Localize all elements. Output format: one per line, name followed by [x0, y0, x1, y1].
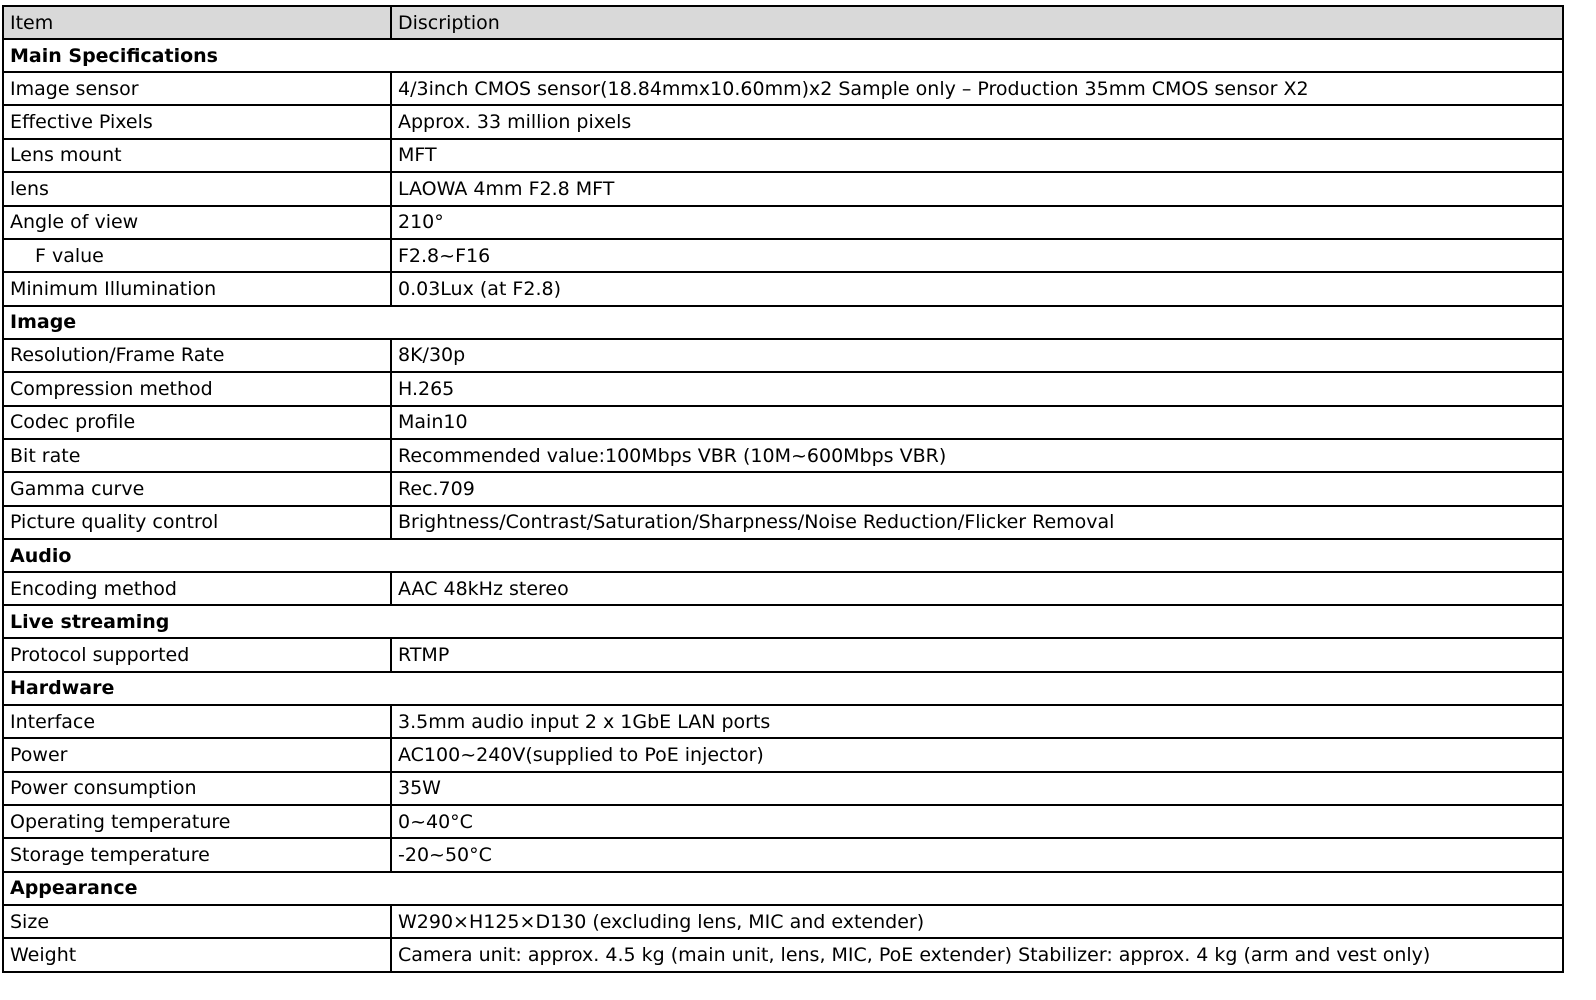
spec-value: Main10 [391, 406, 1563, 439]
spec-label: Protocol supported [3, 638, 391, 671]
section-row [3, 605, 1563, 638]
spec-row [3, 838, 1563, 871]
spec-label: Minimum Illumination [3, 272, 391, 305]
spec-row [3, 339, 1563, 372]
spec-value: 8K/30p [391, 339, 1563, 372]
spec-label: Codec profile [3, 406, 391, 439]
spec-label: Resolution/Frame Rate [3, 339, 391, 372]
spec-label: Lens mount [3, 139, 391, 172]
spec-row [3, 506, 1563, 539]
spec-label: Storage temperature [3, 838, 391, 871]
spec-value: 35W [391, 772, 1563, 805]
spec-row [3, 938, 1563, 971]
section-title: Main Specifications [3, 39, 1563, 72]
spec-row [3, 439, 1563, 472]
spec-label: Weight [3, 938, 391, 971]
spec-value: 0.03Lux (at F2.8) [391, 272, 1563, 305]
spec-value: LAOWA 4mm F2.8 MFT [391, 172, 1563, 205]
section-title: Hardware [3, 672, 1563, 705]
spec-value: -20~50°C [391, 838, 1563, 871]
spec-value: 0~40°C [391, 805, 1563, 838]
spec-label: Gamma curve [3, 472, 391, 505]
spec-value: Recommended value:100Mbps VBR (10M~600Mbps VBR) [391, 439, 1563, 472]
spec-row [3, 805, 1563, 838]
spec-value: 4/3inch CMOS sensor(18.84mmx10.60mm)x2 Sample only – Production 35mm CMOS sensor X2 [391, 72, 1563, 105]
spec-row [3, 272, 1563, 305]
spec-label: Picture quality control [3, 506, 391, 539]
spec-row [3, 472, 1563, 505]
spec-value: AAC 48kHz stereo [391, 572, 1563, 605]
spec-label: lens [3, 172, 391, 205]
spec-label: Image sensor [3, 72, 391, 105]
spec-row [3, 72, 1563, 105]
spec-label: Angle of view [3, 206, 391, 239]
spec-value: Camera unit: approx. 4.5 kg (main unit, lens, MIC, PoE extender) Stabilizer: approx. 4 kg (arm and vest only) [391, 938, 1563, 971]
spec-label: Operating temperature [3, 805, 391, 838]
spec-row [3, 105, 1563, 138]
header-description: Discription [391, 6, 1563, 39]
section-row [3, 39, 1563, 72]
section-row [3, 306, 1563, 339]
spec-row [3, 738, 1563, 771]
spec-value: F2.8~F16 [391, 239, 1563, 272]
section-title: Appearance [3, 872, 1563, 905]
section-row [3, 539, 1563, 572]
spec-label: Effective Pixels [3, 105, 391, 138]
section-row [3, 672, 1563, 705]
spec-value: MFT [391, 139, 1563, 172]
spec-row [3, 638, 1563, 671]
spec-table [2, 5, 1564, 973]
spec-row [3, 772, 1563, 805]
spec-label: Encoding method [3, 572, 391, 605]
section-title: Image [3, 306, 1563, 339]
spec-label: Power consumption [3, 772, 391, 805]
spec-row [3, 239, 1563, 272]
section-title: Live streaming [3, 605, 1563, 638]
spec-label: F value [3, 239, 391, 272]
spec-value: AC100~240V(supplied to PoE injector) [391, 738, 1563, 771]
header-item: Item [3, 6, 391, 39]
spec-value: Rec.709 [391, 472, 1563, 505]
spec-value: 210° [391, 206, 1563, 239]
spec-row [3, 705, 1563, 738]
spec-label: Size [3, 905, 391, 938]
spec-row [3, 206, 1563, 239]
section-row [3, 872, 1563, 905]
spec-label: Compression method [3, 372, 391, 405]
spec-row [3, 406, 1563, 439]
spec-row [3, 139, 1563, 172]
section-title: Audio [3, 539, 1563, 572]
spec-value: H.265 [391, 372, 1563, 405]
spec-label: Power [3, 738, 391, 771]
spec-row [3, 572, 1563, 605]
spec-row [3, 905, 1563, 938]
spec-label: Bit rate [3, 439, 391, 472]
spec-row [3, 372, 1563, 405]
spec-row [3, 172, 1563, 205]
spec-value: Brightness/Contrast/Saturation/Sharpness/Noise Reduction/Flicker Removal [391, 506, 1563, 539]
spec-value: 3.5mm audio input 2 x 1GbE LAN ports [391, 705, 1563, 738]
header-row [3, 6, 1563, 39]
spec-value: Approx. 33 million pixels [391, 105, 1563, 138]
spec-value: RTMP [391, 638, 1563, 671]
spec-label: Interface [3, 705, 391, 738]
spec-value: W290×H125×D130 (excluding lens, MIC and extender) [391, 905, 1563, 938]
